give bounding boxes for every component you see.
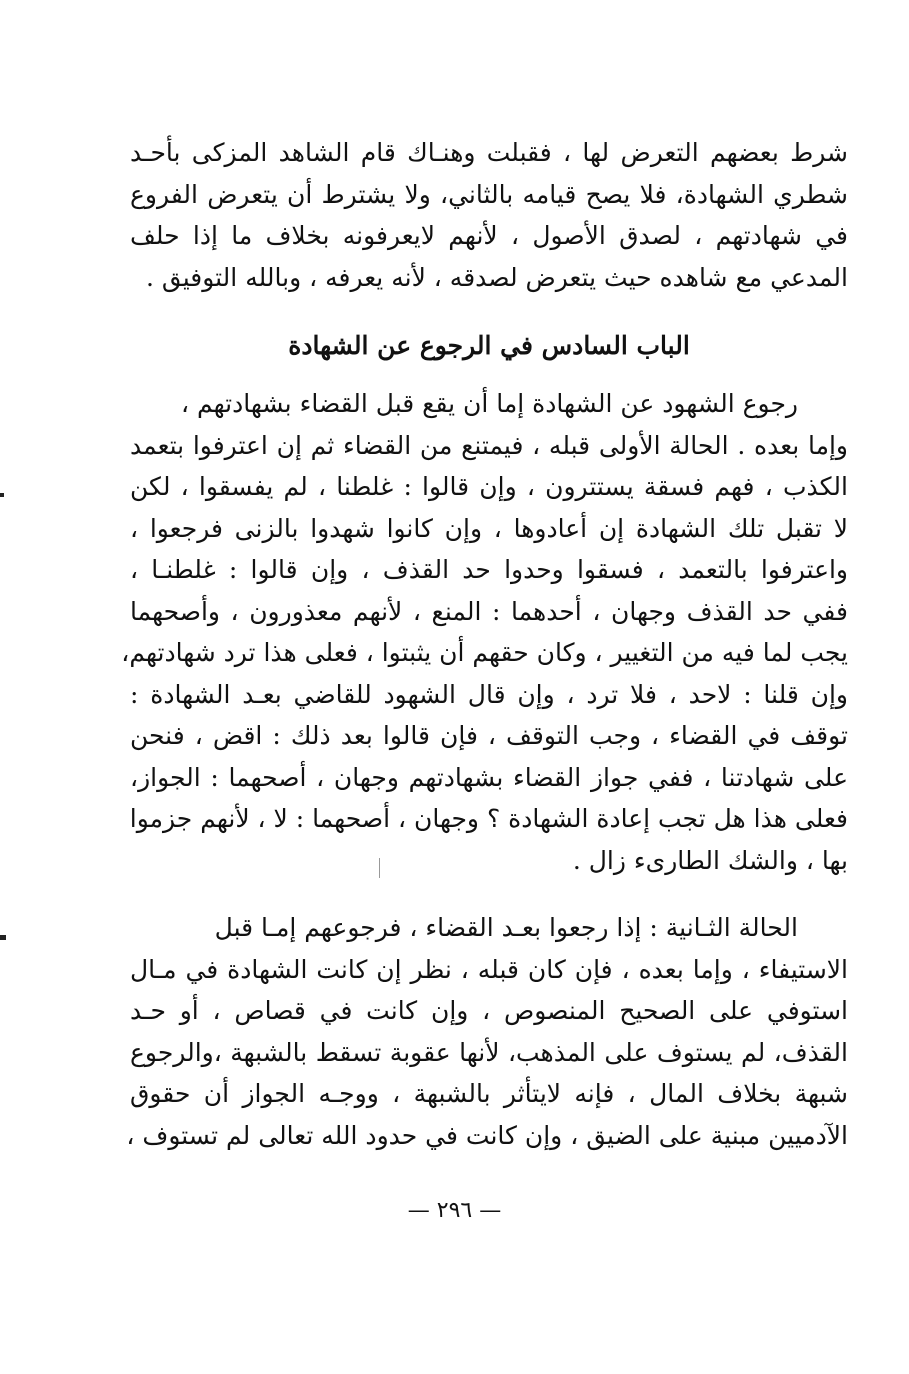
text-line: وإما بعده . الحالة الأولى قبله ، فيمتنع من القضاء ثم إن اعترفوا بتعمد (130, 430, 848, 460)
paragraph-second-case (126, 907, 848, 1156)
text-line: المدعي مع شاهده حيث يتعرض لصدقه ، لأنه يعرفه ، وبالله التوفيق . (145, 262, 848, 292)
text-line: وإن قلنا : لاحد ، فلا ترد ، وإن قال الشهود للقاضي بعـد الشهادة : (130, 679, 848, 709)
text-line: واعترفوا بالتعمد ، فسقوا وحدوا حد القذف ، وإن قالوا : غلطنـا ، (130, 555, 848, 584)
text-line: الكذب ، فهم فسقة يستترون ، وإن قالوا : غلطنا ، لم يفسقوا ، لكن (130, 472, 848, 501)
paragraph-first-case (121, 383, 848, 881)
scan-speck (0, 935, 6, 940)
paragraph-continuation (130, 132, 848, 298)
text-line: لا تقبل تلك الشهادة إن أعادوها ، وإن كانوا شهدوا بالزنى فرجعوا ، (130, 513, 848, 543)
chapter-title: الباب السادس في الرجوع عن الشهادة (288, 331, 690, 360)
text-line: بها ، والشك الطارىء زال . (572, 845, 848, 875)
text-line: فعلى هذا هل تجب إعادة الشهادة ؟ وجهان ، أصحهما : لا ، لأنهم جزموا (129, 804, 848, 833)
text-line: في شهادتهم ، لصدق الأصول ، لأنهم لايعرفونه بخلاف ما إذا حلف (130, 221, 848, 250)
text-line: رجوع الشهود عن الشهادة إما أن يقع قبل القضاء بشهادتهم ، (180, 389, 798, 418)
text-line: استوفي على الصحيح المنصوص ، وإن كانت في قصاص ، أو حـد (130, 996, 848, 1025)
text-line: الآدميين مبنية على الضيق ، وإن كانت في حدود الله تعالى لم تستوف ، (126, 1120, 848, 1150)
text-line: الحالة الثـانية : إذا رجعوا بعـد القضاء ، فرجوعهم إمـا قبل (214, 913, 798, 942)
page-number: — ٢٩٦ — (407, 1198, 502, 1223)
scan-speck (0, 493, 4, 497)
text-line: الاستيفاء ، وإما بعده ، فإن كان قبله ، نظر إن كانت الشهادة في مـال (130, 954, 848, 984)
text-line: يجب لما فيه من التغيير ، وكان حقهم أن يثبتوا ، فعلى هذا ترد شهادتهم، (121, 638, 848, 667)
text-line: شرط بعضهم التعرض لها ، فقبلت وهنـاك قام الشاهد المزكى بأحـد (130, 138, 848, 167)
text-line: شطري الشهادة، فلا يصح قيامه بالثاني، ولا يشترط أن يتعرض الفروع (130, 179, 848, 209)
text-line: القذف، لم يستوف على المذهب، لأنها عقوبة تسقط بالشبهة ،والرجوع (130, 1037, 848, 1067)
text-line: ففي حد القذف وجهان ، أحدهما : المنع ، لأنهم معذورون ، وأصحهما (130, 596, 848, 626)
text-line: توقف في القضاء ، وجب التوقف ، فإن قالوا بعد ذلك : اقض ، فنحن (130, 721, 848, 750)
text-line: على شهادتنا ، ففي جواز القضاء بشهادتهم وجهان ، أصحهما : الجواز، (130, 762, 848, 792)
scan-speck (379, 858, 380, 878)
text-line: شبهة بخلاف المال ، فإنه لايتأثر بالشبهة ، ووجـه الجواز أن حقوق (130, 1079, 848, 1108)
